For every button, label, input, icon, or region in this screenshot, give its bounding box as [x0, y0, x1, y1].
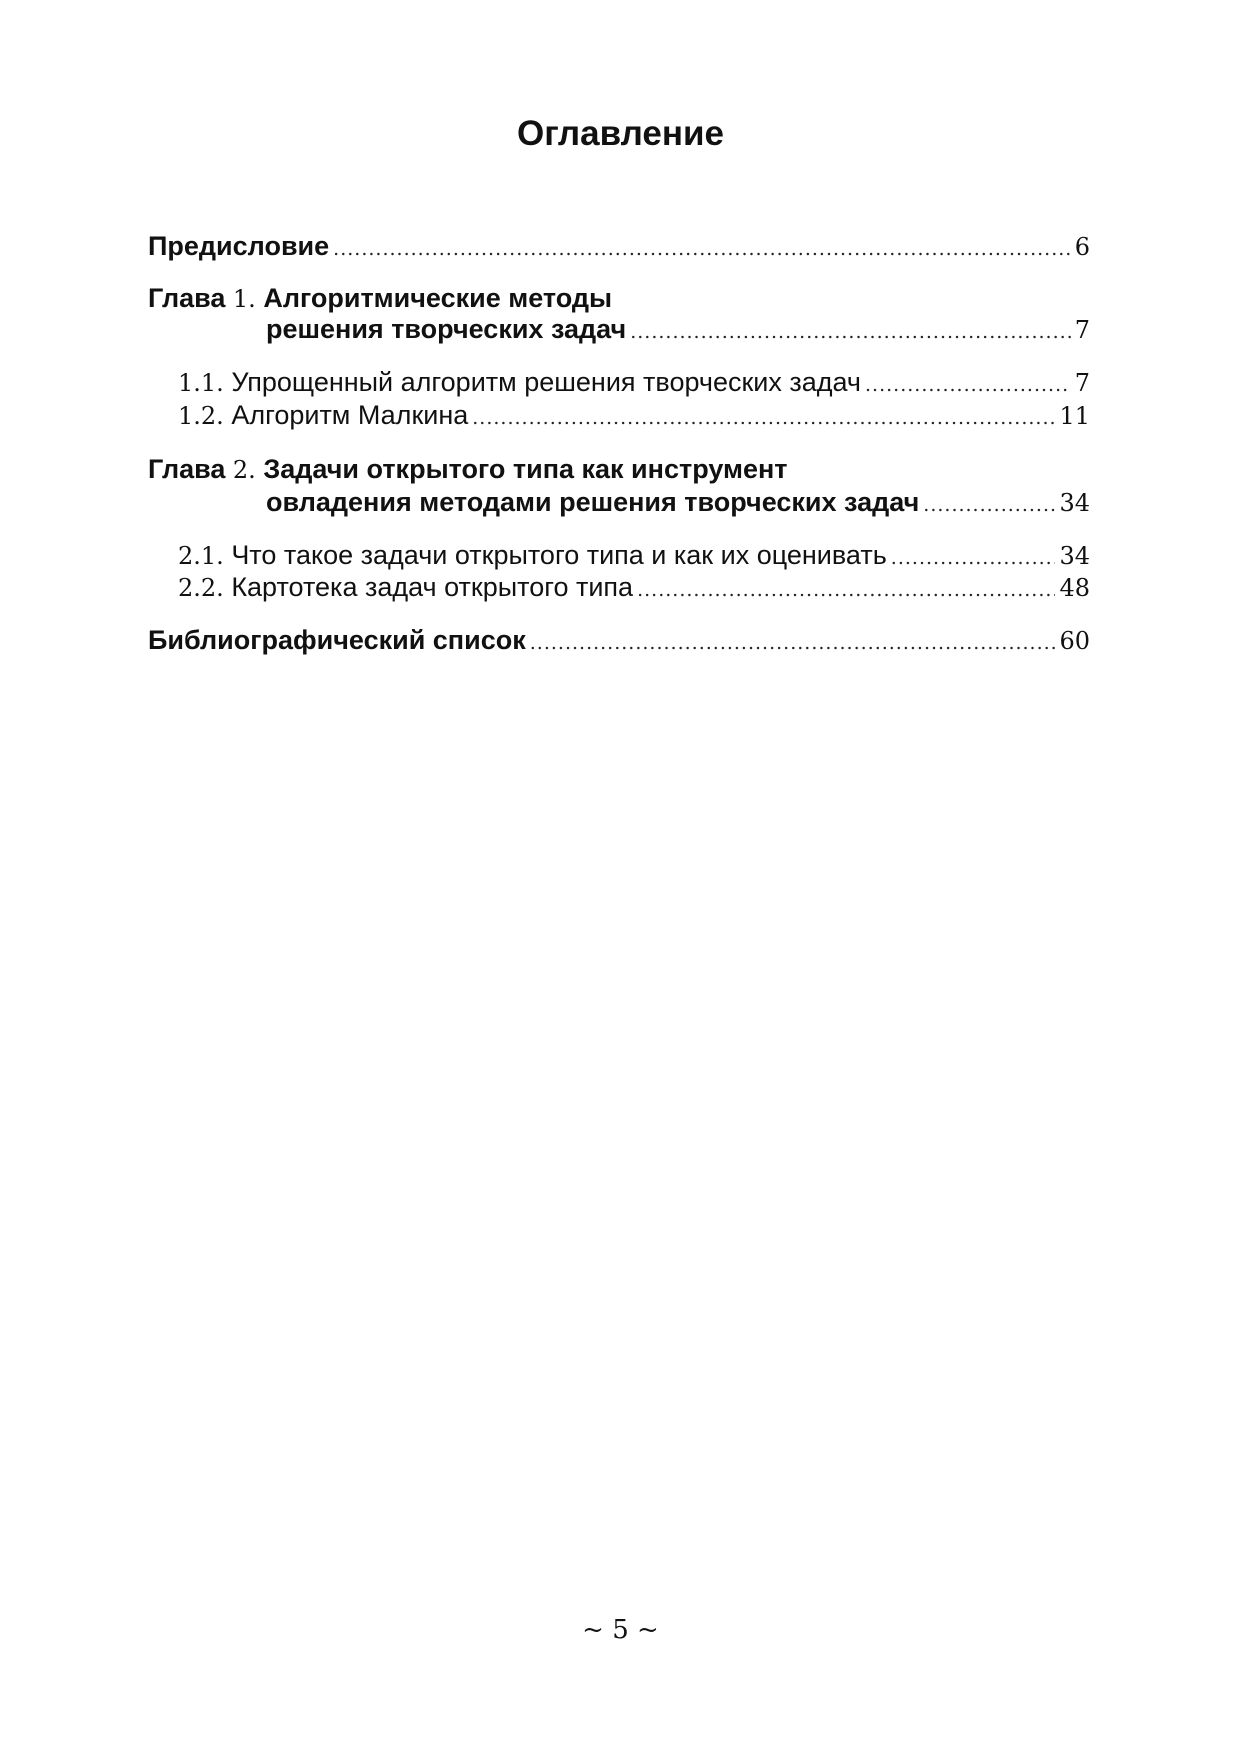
dot-leader: [637, 572, 1055, 608]
chapter2-heading[interactable]: [148, 451, 788, 487]
section-label: Упрощенный алгоритм решения творческих задач: [231, 367, 862, 397]
section-number: 2.2.: [178, 574, 224, 602]
chapter-title-line1: Алгоритмические методы: [263, 283, 613, 313]
section-label: Алгоритм Малкина: [231, 400, 469, 430]
page-title: Оглавление: [516, 114, 725, 153]
chapter-title-line2: овладения методами решения творческих задач: [266, 487, 920, 517]
dot-leader: [923, 487, 1055, 523]
section-number: 1.1.: [178, 369, 224, 397]
chapter-title-line1: Задачи открытого типа как инструмент: [263, 454, 788, 484]
chapter-title-line2: решения творческих задач: [266, 314, 627, 344]
chapter-number: 2.: [232, 456, 256, 484]
toc-entry-preface[interactable]: [148, 228, 1090, 264]
toc-page-number: 7: [1074, 369, 1090, 397]
section-number: 2.1.: [178, 542, 224, 570]
toc-entry-chapter1[interactable]: [148, 311, 1090, 347]
toc-page-number: 6: [1074, 233, 1090, 261]
section-label: Картотека задач открытого типа: [231, 572, 634, 602]
dot-leader: [530, 625, 1056, 661]
toc-page-number: 60: [1059, 627, 1090, 655]
toc-page-number: 48: [1059, 574, 1090, 602]
dot-leader: [333, 231, 1071, 267]
dot-leader: [630, 314, 1071, 350]
toc-entry-chapter2[interactable]: [148, 484, 1090, 520]
toc-entry-section-2-2[interactable]: [148, 569, 1090, 605]
toc-page-number: 11: [1059, 402, 1090, 430]
chapter-prefix: Глава: [148, 283, 226, 313]
toc-page-number: 34: [1059, 489, 1090, 517]
toc-entry-section-1-1[interactable]: [148, 364, 1090, 400]
chapter-prefix: Глава: [148, 454, 226, 484]
toc-entry-section-2-1[interactable]: [148, 537, 1090, 573]
toc-entry-section-1-2[interactable]: [148, 397, 1090, 433]
toc-entry-label: Библиографический список: [148, 625, 526, 655]
toc-entry-label: Предисловие: [148, 231, 330, 261]
toc-page-number: 34: [1059, 542, 1090, 570]
chapter-number: 1.: [232, 285, 256, 313]
section-label: Что такое задачи открытого типа и как их оценивать: [231, 540, 887, 570]
toc-entry-bibliography[interactable]: [148, 622, 1090, 658]
page-number-footer: ~ 5 ~: [582, 1615, 659, 1645]
section-number: 1.2.: [178, 402, 224, 430]
toc-page-number: 7: [1074, 316, 1090, 344]
dot-leader: [472, 400, 1055, 436]
